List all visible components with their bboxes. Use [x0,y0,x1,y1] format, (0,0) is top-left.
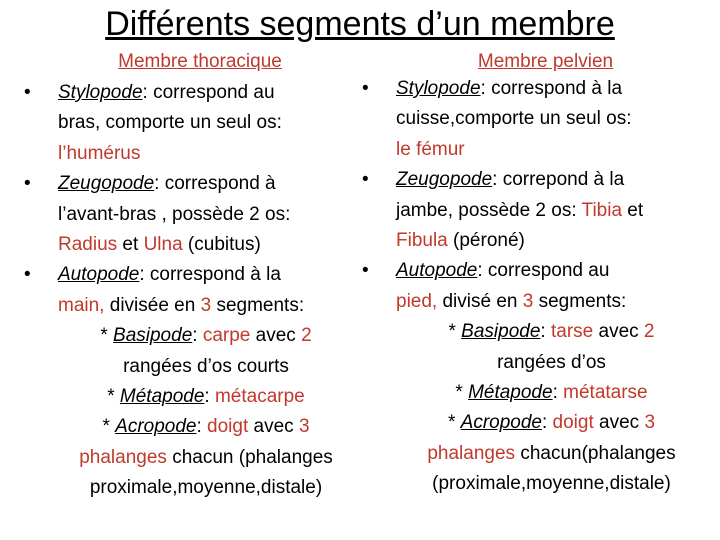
term-basipode: Basipode [113,325,193,347]
text: rangées d’os [497,351,606,373]
star: * [102,416,116,438]
text: segments: [533,290,627,312]
star: * [447,412,461,434]
sub-acropode [58,412,354,442]
bullet: • [362,169,369,191]
part-doigt: doigt [552,412,594,434]
text: avec [593,412,645,434]
text: cuisse,comporte un seul os: [396,108,632,130]
sub-basipode [58,321,354,351]
segment-count: 3 [522,290,534,312]
text: : [204,386,215,408]
bone-radius: Radius [58,234,118,256]
sub-acropode [396,408,707,438]
text: : [192,325,203,347]
text: (proximale,moyenne,distale) [432,473,671,495]
term-acropode: Acropode [460,412,542,434]
text: : correspond à la [139,264,281,286]
text: proximale,moyenne,distale) [89,477,323,499]
text: (cubitus) [182,234,261,256]
term-zeugopode: Zeugopode [396,169,493,191]
rows-count: 2 [643,321,655,343]
bone-tibia: Tibia [581,199,623,221]
text: avec [248,416,299,438]
text: chacun(phalanges [515,442,676,464]
column-membre-pelvien [362,50,707,500]
bullet: • [24,173,31,195]
page-title: Différents segments d’un membre [105,5,615,43]
text: chacun (phalanges [166,446,333,468]
bone-phalanges: phalanges [79,446,167,468]
term-metapode: Métapode [119,386,205,408]
term-autopode: Autopode [396,260,478,282]
star: * [107,386,120,408]
item-autopode [362,256,707,499]
phalanges-count: 3 [298,416,310,438]
item-stylopode [362,74,707,165]
text: avec [250,325,302,347]
sub-metapode [396,378,707,408]
term-zeugopode: Zeugopode [58,173,155,195]
bone-metatarse: métatarse [563,382,648,404]
rows-count: 2 [301,325,312,347]
text: et [117,234,144,256]
term-acropode: Acropode [115,416,197,438]
text: : [540,321,551,343]
phalanges-count: 3 [644,412,656,434]
term-stylopode: Stylopode [58,82,143,103]
star: * [100,325,114,347]
star: * [455,382,469,404]
bone-fibula: Fibula [396,230,448,252]
column-membre-thoracique [24,50,354,504]
part-pied: pied, [396,290,438,312]
acropode-line2 [58,443,354,473]
part-doigt: doigt [207,416,249,438]
item-zeugopode [362,165,707,256]
text: rangées d’os courts [123,355,289,377]
item-zeugopode [24,169,354,260]
text: : correspond à la [480,78,623,99]
bone-metacarpe: métacarpe [214,386,305,408]
segment-count: 3 [200,294,212,316]
sub-metapode [58,382,354,412]
bone-humerus: l’humérus [58,142,141,164]
text: jambe, possède 2 os: [396,199,582,221]
bone-ulna: Ulna [143,234,183,256]
bone-carpe: carpe [202,325,251,347]
text: : correpond à la [492,169,625,191]
text: divisé en [437,290,523,312]
text: : correspond à [154,173,276,195]
acropode-line2 [396,439,707,469]
bone-femur: le fémur [396,138,465,160]
text: : correspond au [142,82,275,103]
bullet: • [362,260,369,282]
term-basipode: Basipode [461,321,541,343]
text: avec [593,321,644,343]
bone-tarse: tarse [550,321,594,343]
text: : correspond au [477,260,610,282]
heading-membre-pelvien: Membre pelvien [477,51,614,72]
text: segments: [211,294,305,316]
term-autopode: Autopode [58,264,140,286]
text: : [196,416,208,438]
text: bras, comporte un seul os: [58,112,282,134]
term-stylopode: Stylopode [396,78,481,99]
term-metapode: Métapode [468,382,553,404]
part-main: main, [58,294,105,316]
bullet: • [24,82,31,103]
text: (péroné) [447,230,525,252]
heading-membre-thoracique: Membre thoracique [118,51,282,72]
star: * [448,321,462,343]
text: : [541,412,553,434]
item-stylopode [24,78,354,169]
text: l’avant-bras , possède 2 os: [58,203,291,225]
text: divisée en [104,294,201,316]
bullet: • [24,264,31,286]
sub-basipode [396,317,707,347]
item-autopode [24,260,354,503]
bullet: • [362,78,369,99]
text: : [552,382,564,404]
bone-phalanges: phalanges [427,442,516,464]
text: et [622,199,644,221]
